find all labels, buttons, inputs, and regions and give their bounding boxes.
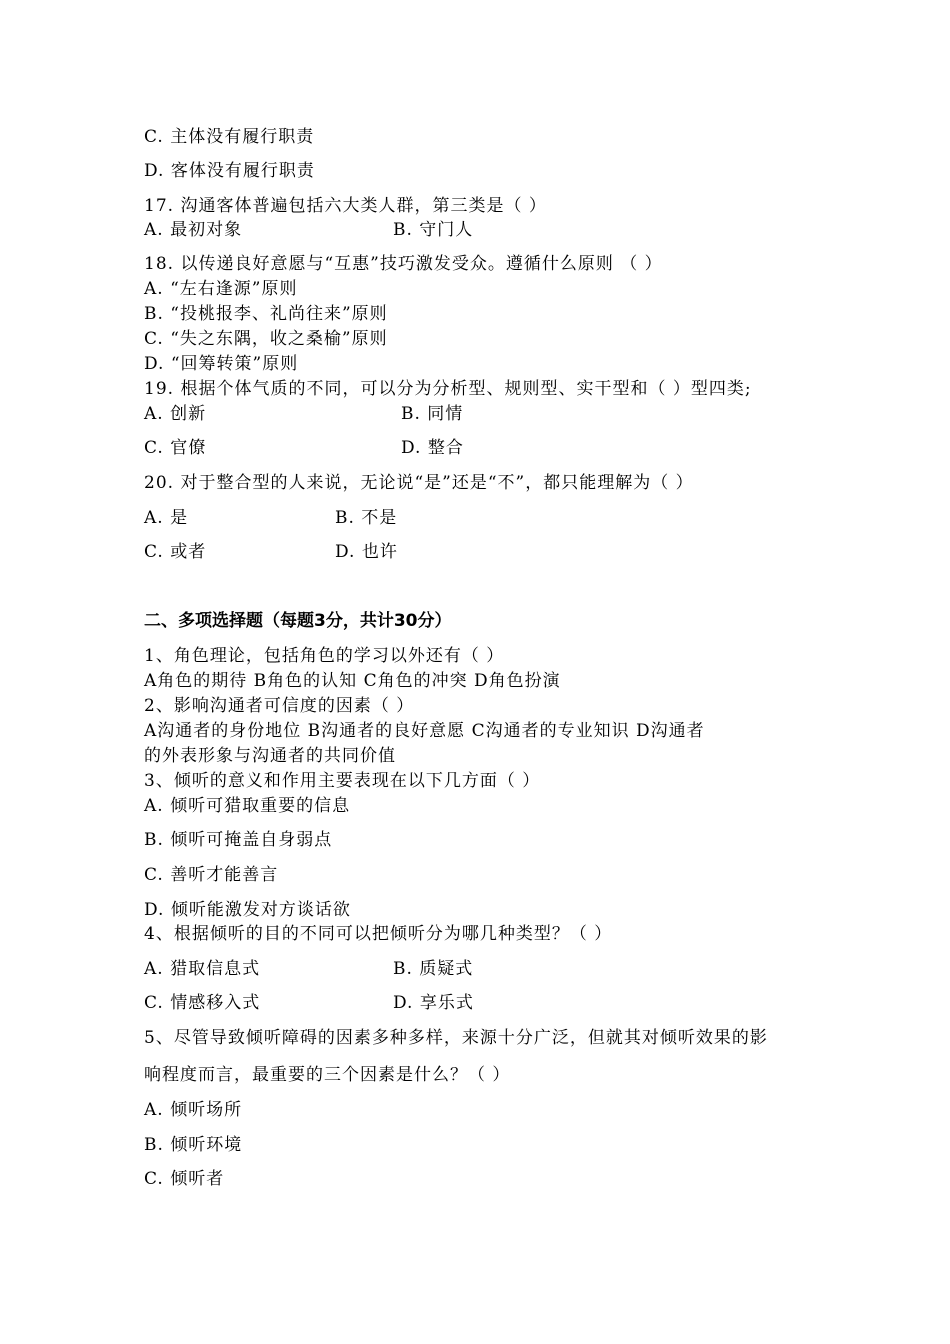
question-19: 19. 根据个体气质的不同，可以分为分析型、规则型、实干型和（ ）型四类; [144,379,752,399]
option-line: A. 倾听可猎取重要的信息 [144,796,351,816]
option-line: A角色的期待 B角色的认知 C角色的冲突 D角色扮演 [144,671,561,691]
option-line: D. “回筹转策”原则 [144,354,299,374]
option-line: B. “投桃报李、礼尚往来”原则 [144,304,388,324]
option-line: A沟通者的身份地位 B沟通者的良好意愿 C沟通者的专业知识 D沟通者 [144,721,705,741]
question-m3: 3、倾听的意义和作用主要表现在以下几方面（ ） [144,771,541,791]
option-line: 的外表形象与沟通者的共同价值 [144,746,396,766]
option-line: D. 也许 [335,542,398,562]
question-18: 18. 以传递良好意愿与“互惠”技巧激发受众。遵循什么原则 （ ） [144,254,663,274]
option-line: C. “失之东隅，收之桑榆”原则 [144,329,388,349]
option-line: D. 整合 [401,438,464,458]
section-heading: 二、多项选择题（每题3分，共计30分） [144,611,452,631]
option-line: C. 主体没有履行职责 [144,127,315,147]
option-line: A. 倾听场所 [144,1100,243,1120]
option-line: A. 创新 [144,404,207,424]
option-line: A. 最初对象 [144,220,243,240]
question-20: 20. 对于整合型的人来说，无论说“是”还是“不”，都只能理解为（ ） [144,473,694,493]
option-line: B. 不是 [335,508,398,528]
option-line: D. 享乐式 [393,993,474,1013]
question-m4: 4、根据倾听的目的不同可以把倾听分为哪几种类型？（ ） [144,924,613,944]
option-line: C. 官僚 [144,438,207,458]
option-line: D. 客体没有履行职责 [144,161,315,181]
option-line: B. 守门人 [393,220,474,240]
option-line: D. 倾听能激发对方谈话欲 [144,900,351,920]
option-line: C. 倾听者 [144,1169,225,1189]
option-line: C. 善听才能善言 [144,865,279,885]
option-line: B. 同情 [401,404,464,424]
option-line: B. 质疑式 [393,959,474,979]
option-line: C. 或者 [144,542,207,562]
question-m5-cont: 响程度而言，最重要的三个因素是什么？（ ） [144,1065,511,1085]
question-m5: 5、尽管导致倾听障碍的因素多种多样，来源十分广泛，但就其对倾听效果的影 [144,1028,768,1048]
option-line: C. 情感移入式 [144,993,261,1013]
option-line: B. 倾听可掩盖自身弱点 [144,830,333,850]
question-m2: 2、影响沟通者可信度的因素（ ） [144,696,415,716]
question-17: 17. 沟通客体普遍包括六大类人群，第三类是（ ） [144,196,547,216]
option-line: B. 倾听环境 [144,1135,243,1155]
question-m1: 1、角色理论，包括角色的学习以外还有（ ） [144,646,505,666]
option-line: A. 猎取信息式 [144,959,261,979]
option-line: A. 是 [144,508,189,528]
option-line: A. “左右逢源”原则 [144,279,298,299]
